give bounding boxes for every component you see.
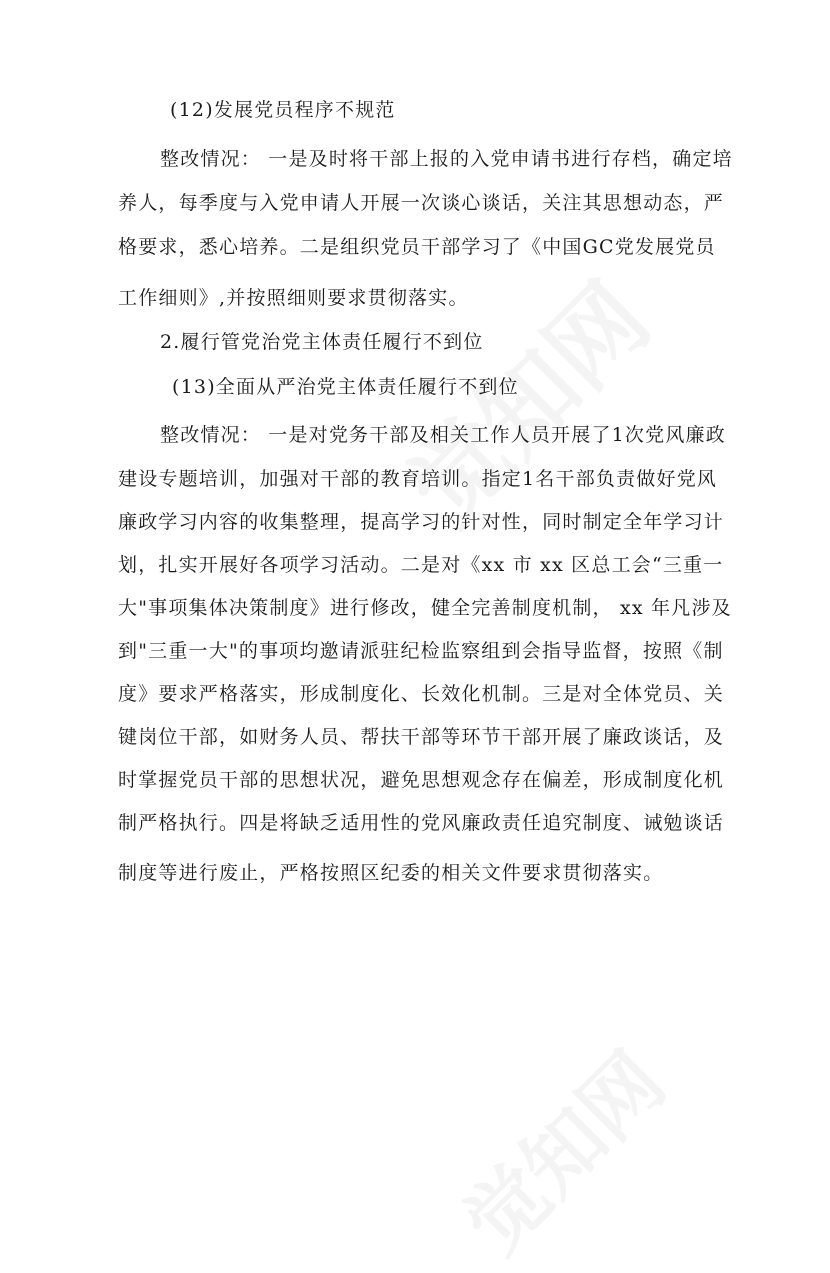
watermark — [434, 1022, 685, 1273]
paragraph-line: 到"三重一大"的事项均邀请派驻纪检监察组到会指导监督，按照《制 — [118, 640, 724, 662]
paragraph-line: 制严格执行。四是将缺乏适用性的党风廉政责任追究制度、诫勉谈话 — [118, 812, 725, 834]
paragraph-line: 键岗位干部，如财务人员、帮扶干部等环节干部开展了廉政谈话，及 — [118, 726, 725, 748]
paragraph-line: 制度等进行废止，严格按照区纪委的相关文件要求贯彻落实。 — [118, 862, 664, 884]
paragraph-line: 划，扎实开展好各项学习活动。二是对《xx 市 xx 区总工会“三重一 — [118, 554, 724, 576]
paragraph-line: 整改情况： 一是对党务干部及相关工作人员开展了1次党风廉政 — [160, 424, 726, 446]
paragraph-line: 廉政学习内容的收集整理，提高学习的针对性，同时制定全年学习计 — [118, 511, 725, 533]
section-heading-2: 2.履行管党治党主体责任履行不到位 — [160, 331, 484, 353]
paragraph-line: 整改情况： 一是及时将干部上报的入党申请书进行存档，确定培 — [160, 148, 733, 170]
paragraph-line: 时掌握党员干部的思想状况，避免思想观念存在偏差，形成制度化机 — [118, 769, 725, 791]
paragraph-line: 建设专题培训，加强对干部的教育培训。指定1名干部负责做好党风 — [118, 468, 718, 490]
paragraph-line: 工作细则》,并按照细则要求贯彻落实。 — [118, 287, 469, 309]
paragraph-line: 格要求，悉心培养。二是组织党员干部学习了《中国GC党发展党员 — [118, 236, 716, 258]
section-heading-12: (12)发展党员程序不规范 — [170, 99, 396, 121]
paragraph-line: 大"事项集体决策制度》进行修改，健全完善制度机制， xx 年凡涉及 — [118, 597, 732, 619]
paragraph-line: 度》要求严格落实，形成制度化、长效化机制。三是对全体党员、关 — [118, 683, 725, 705]
section-heading-13: (13)全面从严治党主体责任履行不到位 — [172, 376, 519, 398]
paragraph-line: 养人，每季度与入党申请人开展一次谈心谈话，关注其思想动态，严 — [118, 192, 725, 214]
